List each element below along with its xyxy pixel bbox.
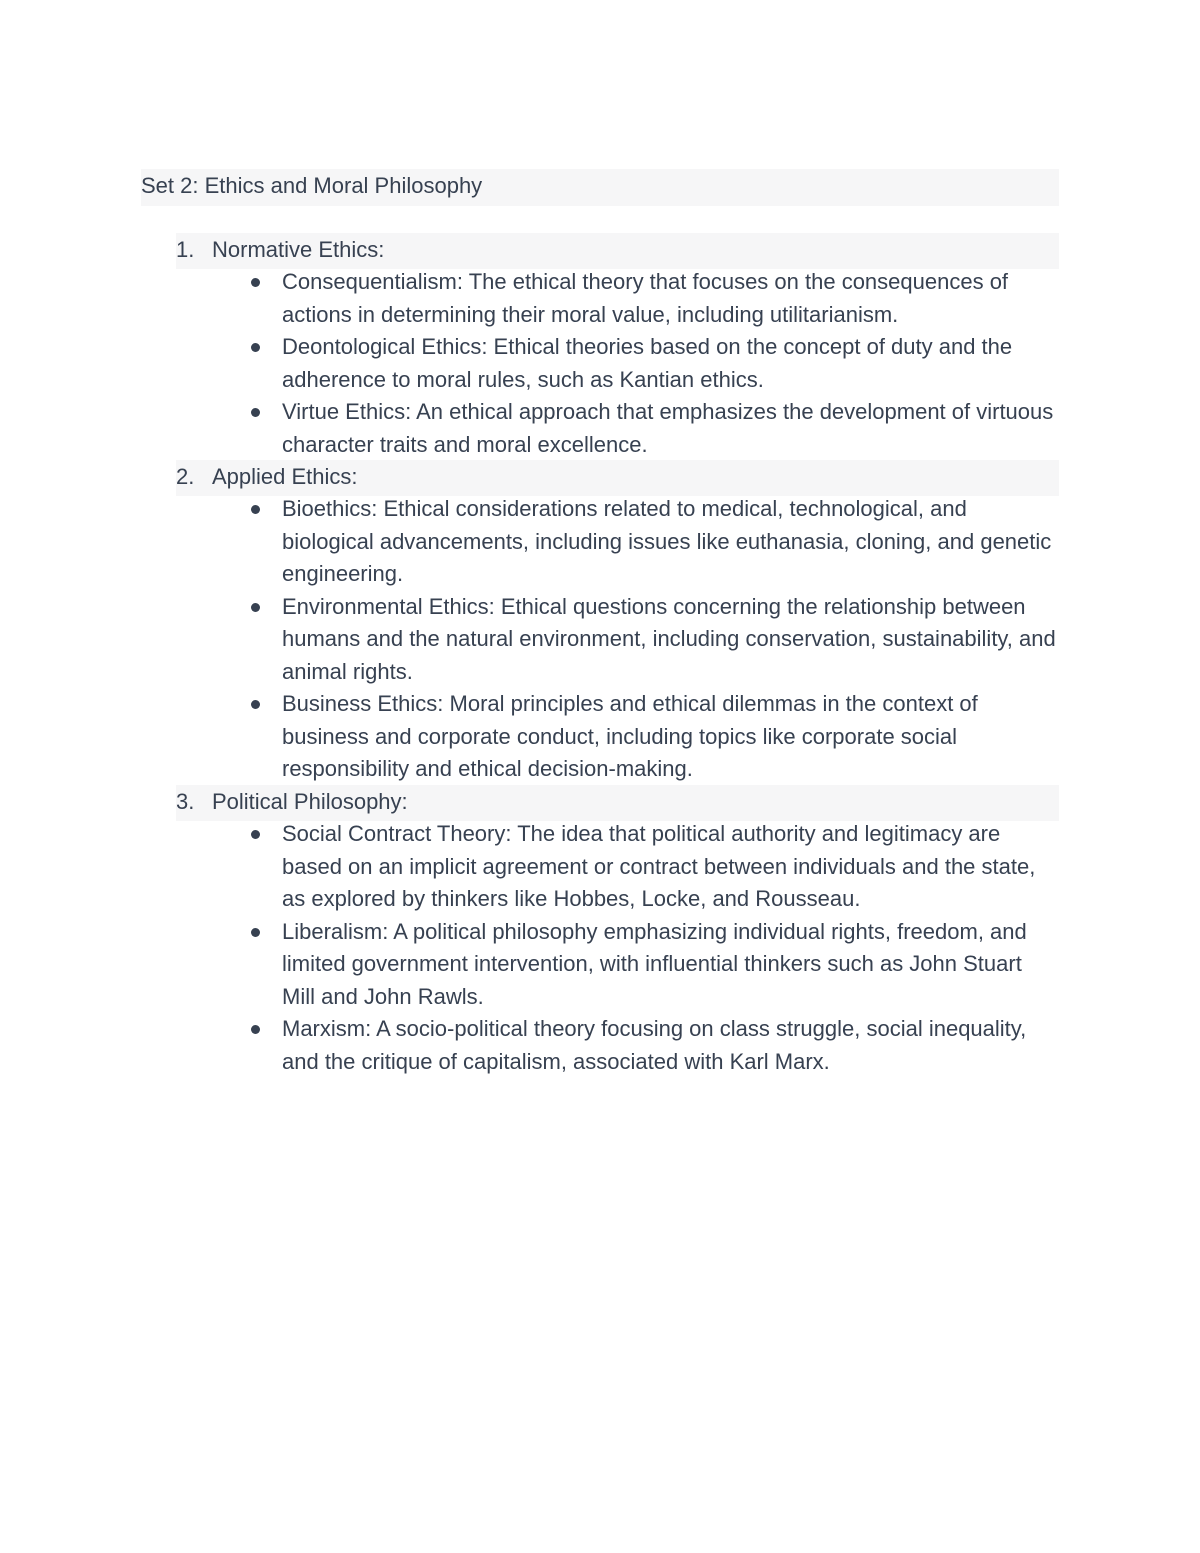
- list-item: [0, 493, 1200, 591]
- bullet-icon: [251, 343, 260, 352]
- section-number: 3.: [176, 789, 195, 814]
- list-item-text: Marxism: A socio-political theory focusing on class struggle, social inequality, and the critique of capitalism, associated with Karl Marx.: [282, 1016, 1027, 1074]
- bullet-icon: [251, 830, 260, 839]
- list-item-text: Liberalism: A political philosophy emphasizing individual rights, freedom, and limited government intervention, with influential thinkers such as John Stuart Mill and John Rawls.: [282, 918, 1027, 1009]
- list-item-text: Deontological Ethics: Ethical theories based on the concept of duty and the adherence to moral rules, such as Kantian ethics.: [282, 334, 1013, 392]
- list-item-text: Consequentialism: The ethical theory that focuses on the consequences of actions in determining their moral value, including utilitarianism.: [282, 269, 1009, 327]
- section-number: 2.: [176, 464, 195, 489]
- list-item: [0, 916, 1200, 1014]
- document-title: Set 2: Ethics and Moral Philosophy: [141, 173, 483, 198]
- section-item-list: [0, 266, 1200, 461]
- bullet-icon: [251, 278, 260, 287]
- section-heading: Normative Ethics:: [212, 237, 385, 262]
- bullet-icon: [251, 1025, 260, 1034]
- list-item: [0, 591, 1200, 689]
- list-item-text: Business Ethics: Moral principles and ethical dilemmas in the context of business and corporate conduct, including topics like corporate social responsibility and ethical decision-making.: [282, 691, 978, 781]
- list-item-text: Environmental Ethics: Ethical questions concerning the relationship between humans and the natural environment, including conservation, sustainability, and animal rights.: [282, 593, 1056, 684]
- list-item: [0, 818, 1200, 916]
- list-item: [0, 396, 1200, 461]
- list-item-text: Social Contract Theory: The idea that political authority and legitimacy are based on an implicit agreement or contract between individuals and the state, as explored by thinkers like Hobbes, Locke, and Rousseau.: [282, 821, 1036, 911]
- section-heading: Applied Ethics:: [212, 464, 358, 489]
- bullet-icon: [251, 700, 260, 709]
- section-item-list: [0, 493, 1200, 786]
- list-item: [0, 266, 1200, 331]
- section-heading: Political Philosophy:: [212, 789, 408, 814]
- list-item: [0, 331, 1200, 396]
- bullet-icon: [251, 928, 260, 937]
- bullet-icon: [251, 603, 260, 612]
- section-number: 1.: [176, 237, 195, 262]
- list-item-text: Bioethics: Ethical considerations related to medical, technological, and biological advancements, including issues like euthanasia, cloning, and genetic engineering.: [282, 496, 1052, 586]
- bullet-icon: [251, 505, 260, 514]
- bullet-icon: [251, 408, 260, 417]
- list-item: [0, 688, 1200, 786]
- section-item-list: [0, 818, 1200, 1078]
- list-item: [0, 1013, 1200, 1078]
- list-item-text: Virtue Ethics: An ethical approach that emphasizes the development of virtuous character traits and moral excellence.: [282, 399, 1054, 457]
